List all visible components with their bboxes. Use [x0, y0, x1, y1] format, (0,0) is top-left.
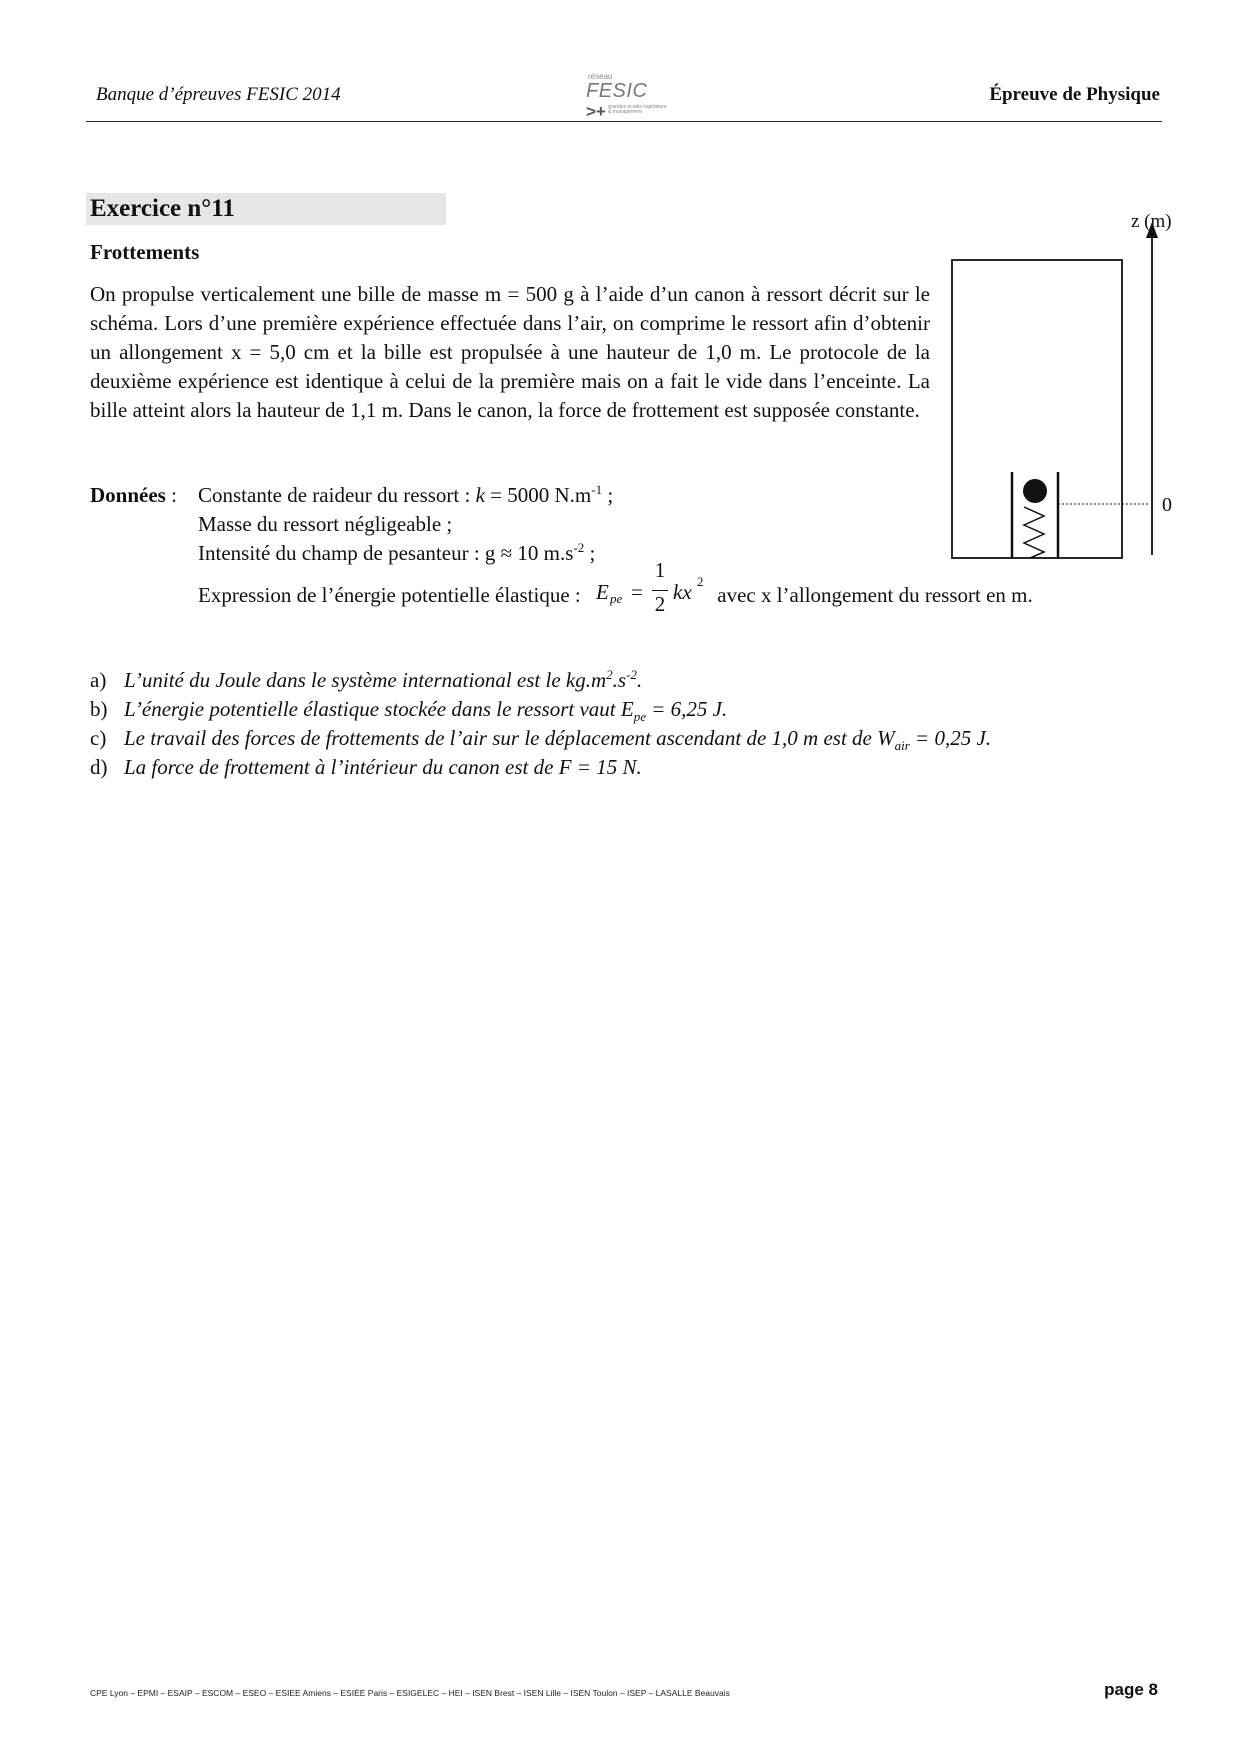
axis-label: z (m): [1131, 211, 1172, 232]
donnees-l3-a: Intensité du champ de pesanteur : g ≈ 10 m.s: [198, 541, 574, 565]
donnees-line-1: [198, 483, 613, 508]
question-c-sub: air: [894, 738, 910, 754]
exercise-title: Exercice n°11: [86, 193, 446, 225]
donnees-l3-c: ;: [584, 541, 596, 565]
donnees-line-2: Masse du ressort négligeable ;: [198, 512, 453, 536]
donnees-l1-b: = 5000 N.m: [484, 483, 592, 507]
question-b: [90, 697, 728, 725]
donnees-l1-c: ;: [602, 483, 614, 507]
question-label: d): [90, 755, 108, 779]
page-number: page 8: [1104, 1680, 1158, 1699]
formula-E: E: [596, 580, 609, 604]
zero-label: 0: [1162, 494, 1172, 516]
question-a-part1: L’unité du Joule dans le système international est le kg.m: [124, 668, 607, 692]
formula-den: 2: [654, 592, 666, 616]
donnees-l1-k: k: [475, 483, 485, 507]
exercise-paragraph: On propulse verticalement une bille de masse m = 500 g à l’aide d’un canon à ressort décrit sur le schéma. Lors d’une première expérience effectuée dans l’air, on comprime le ressort afin d’obtenir un allongement x = 5,0 cm et la bille est propulsée à une hauteur de 1,0 m. Le protocole de la deuxième expérience est identique à celui de la première mais on a fait le vide dans l’enceinte. La bille atteint alors la hauteur de 1,1 m. Dans le canon, la force de frottement est supposée constante.: [90, 282, 930, 422]
donnees-line-3: [198, 541, 595, 566]
spring-cannon-diagram: [950, 210, 1190, 570]
header-rule: [86, 121, 1162, 122]
donnees-l3-exp: -2: [573, 540, 585, 555]
exercise-subtitle: Frottements: [90, 240, 200, 264]
logo-small-text: réseau: [588, 72, 613, 81]
fraction-bar: [652, 590, 668, 591]
footer-schools: CPE Lyon – EPMI – ESAIP – ESCOM – ESEO – ESIEE Amiens – ESIEE Paris – ESIGELEC – HEI – ISEN Brest – ISEN Lille – ISEN Toulon – ISEP – LASALLE Beauvais: [90, 1688, 730, 1698]
donnees-block: Données :: [90, 483, 177, 507]
donnees-l1-a: Constante de raideur du ressort :: [198, 483, 476, 507]
formula-line: [198, 558, 1033, 616]
question-b-sub: pe: [633, 709, 646, 725]
question-a-part2: .s: [612, 668, 627, 692]
question-a-part3: .: [636, 668, 643, 692]
formula-expression: [586, 558, 712, 616]
formula-exp: 2: [697, 574, 704, 589]
ball: [1023, 479, 1047, 503]
spring: [1024, 507, 1044, 558]
donnees-label: Données: [90, 483, 166, 507]
question-text: [124, 726, 992, 754]
formula-num: 1: [654, 558, 666, 582]
formula-eq: =: [631, 580, 643, 604]
question-c-part2: = 0,25 J.: [909, 726, 992, 750]
question-text: [124, 668, 642, 692]
question-text: [124, 697, 728, 725]
question-b-part2: = 6,25 J.: [645, 697, 728, 721]
header-right: Épreuve de Physique: [989, 84, 1160, 105]
formula-sub: pe: [610, 591, 623, 606]
question-b-part1: L’énergie potentielle élastique stockée dans le ressort vaut E: [124, 697, 634, 721]
question-c-part1: Le travail des forces de frottements de l’air sur le déplacement ascendant de 1,0 m est de W: [124, 726, 895, 750]
header-left: Banque d’épreuves FESIC 2014: [96, 84, 341, 105]
question-c: [90, 726, 992, 754]
question-label: a): [90, 668, 107, 692]
logo-tagline: grandes écoles ingénieurs & management: [608, 104, 667, 115]
question-a-sup1: 2: [606, 667, 613, 682]
formula-kx: kx: [673, 580, 692, 604]
logo-sub-text: >+: [586, 102, 606, 121]
formula-after: avec x l’allongement du ressort en m.: [717, 583, 1033, 607]
question-d: [90, 755, 642, 780]
donnees-l1-exp: -1: [591, 482, 603, 497]
question-a: [90, 668, 642, 693]
question-text: La force de frottement à l’intérieur du canon est de F = 15 N.: [124, 755, 642, 779]
fesic-logo: [580, 72, 680, 122]
formula-intro: Expression de l’énergie potentielle élastique :: [198, 583, 581, 607]
question-label: c): [90, 726, 107, 750]
logo-main-text: FESIC: [586, 80, 648, 102]
question-label: b): [90, 697, 108, 721]
question-a-sup2: -2: [626, 667, 637, 682]
